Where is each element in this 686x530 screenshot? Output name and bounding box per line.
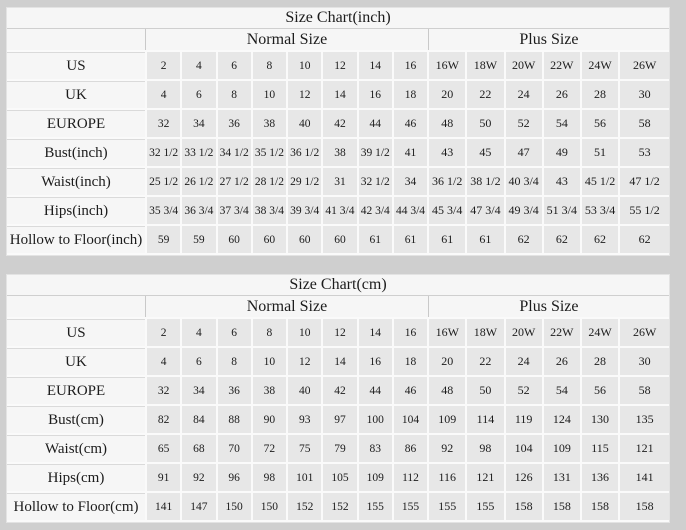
- size-cell: 30: [620, 348, 669, 375]
- row-label: Hollow to Floor(inch): [7, 226, 145, 253]
- size-cell: 158: [544, 493, 580, 520]
- size-cell: 10: [288, 52, 321, 79]
- size-cell: 75: [288, 435, 321, 462]
- size-cell: 60: [253, 226, 286, 253]
- table-title-cm: Size Chart(cm): [7, 275, 669, 296]
- size-cell: 90: [253, 406, 286, 433]
- size-cell: 20: [429, 348, 465, 375]
- size-cell: 93: [288, 406, 321, 433]
- size-cell: 4: [147, 348, 180, 375]
- size-cell: 38: [253, 377, 286, 404]
- size-cell: 8: [253, 52, 286, 79]
- size-cell: 70: [218, 435, 251, 462]
- row-cells: [147, 139, 669, 166]
- size-cell: 61: [429, 226, 465, 253]
- size-cell: 10: [253, 81, 286, 108]
- size-cell: 158: [582, 493, 618, 520]
- table-row: [7, 168, 669, 195]
- size-cell: 43: [429, 139, 465, 166]
- size-cell: 16: [359, 348, 392, 375]
- size-cell: 12: [323, 319, 356, 346]
- size-cell: 32: [147, 110, 180, 137]
- row-label: Hollow to Floor(cm): [7, 493, 145, 520]
- size-cell: 42: [323, 377, 356, 404]
- size-cell: 8: [218, 348, 251, 375]
- row-label: UK: [7, 348, 145, 375]
- size-cell: 36 3/4: [182, 197, 215, 224]
- size-cell: 12: [288, 81, 321, 108]
- row-cells: [147, 348, 669, 375]
- table-row: [7, 52, 669, 79]
- size-cell: 61: [359, 226, 392, 253]
- size-chart-cm-table: [7, 275, 669, 522]
- row-label: Waist(inch): [7, 168, 145, 195]
- size-cell: 92: [182, 464, 215, 491]
- size-cell: 135: [620, 406, 669, 433]
- size-cell: 40: [288, 377, 321, 404]
- size-cell: 32: [147, 377, 180, 404]
- table-body: [7, 52, 669, 253]
- size-cell: 12: [288, 348, 321, 375]
- size-cell: 114: [467, 406, 503, 433]
- size-cell: 121: [467, 464, 503, 491]
- size-cell: 14: [323, 348, 356, 375]
- size-cell: 158: [620, 493, 669, 520]
- size-cell: 34: [182, 110, 215, 137]
- table-row: [7, 110, 669, 137]
- row-label: EUROPE: [7, 110, 145, 137]
- size-cell: 141: [620, 464, 669, 491]
- size-cell: 22W: [544, 52, 580, 79]
- size-cell: 36: [218, 377, 251, 404]
- size-cell: 104: [506, 435, 542, 462]
- size-cell: 6: [218, 319, 251, 346]
- table-row: [7, 348, 669, 375]
- size-cell: 16W: [429, 319, 465, 346]
- size-cell: 8: [218, 81, 251, 108]
- size-cell: 14: [323, 81, 356, 108]
- size-cell: 60: [288, 226, 321, 253]
- size-cell: 45 3/4: [429, 197, 465, 224]
- label-column-spacer: [7, 296, 145, 317]
- size-cell: 32 1/2: [147, 139, 180, 166]
- table-row: [7, 226, 669, 253]
- size-cell: 45 1/2: [582, 168, 618, 195]
- size-cell: 50: [467, 110, 503, 137]
- size-cell: 86: [394, 435, 427, 462]
- row-cells: [147, 226, 669, 253]
- size-cell: 28: [582, 348, 618, 375]
- size-cell: 68: [182, 435, 215, 462]
- size-cell: 83: [359, 435, 392, 462]
- size-cell: 53 3/4: [582, 197, 618, 224]
- size-cell: 42 3/4: [359, 197, 392, 224]
- size-cell: 119: [506, 406, 542, 433]
- size-cell: 38: [253, 110, 286, 137]
- size-cell: 60: [323, 226, 356, 253]
- size-cell: 31: [323, 168, 356, 195]
- size-cell: 44 3/4: [394, 197, 427, 224]
- size-cell: 47 3/4: [467, 197, 503, 224]
- table-row: [7, 319, 669, 346]
- size-cell: 30: [620, 81, 669, 108]
- size-cell: 34 1/2: [218, 139, 251, 166]
- size-cell: 48: [429, 377, 465, 404]
- size-cell: 155: [429, 493, 465, 520]
- size-cell: 50: [467, 377, 503, 404]
- size-cell: 35 3/4: [147, 197, 180, 224]
- size-cell: 26W: [620, 52, 669, 79]
- table-row: [7, 377, 669, 404]
- size-cell: 62: [620, 226, 669, 253]
- size-cell: 51 3/4: [544, 197, 580, 224]
- size-cell: 47: [506, 139, 542, 166]
- size-cell: 46: [394, 110, 427, 137]
- size-cell: 12: [323, 52, 356, 79]
- size-cell: 34: [182, 377, 215, 404]
- size-cell: 141: [147, 493, 180, 520]
- size-cell: 36 1/2: [429, 168, 465, 195]
- size-cell: 28 1/2: [253, 168, 286, 195]
- table-row: [7, 81, 669, 108]
- size-cell: 152: [288, 493, 321, 520]
- size-cell: 54: [544, 377, 580, 404]
- size-cell: 59: [182, 226, 215, 253]
- size-cell: 52: [506, 377, 542, 404]
- size-cell: 43: [544, 168, 580, 195]
- size-cell: 38: [323, 139, 356, 166]
- size-cell: 22: [467, 81, 503, 108]
- size-cell: 16: [394, 319, 427, 346]
- size-cell: 150: [253, 493, 286, 520]
- size-cell: 14: [359, 52, 392, 79]
- size-cell: 41: [394, 139, 427, 166]
- size-cell: 24W: [582, 319, 618, 346]
- row-cells: [147, 81, 669, 108]
- size-cell: 56: [582, 377, 618, 404]
- row-label: US: [7, 52, 145, 79]
- size-cell: 46: [394, 377, 427, 404]
- size-cell: 16W: [429, 52, 465, 79]
- size-cell: 40 3/4: [506, 168, 542, 195]
- row-label: Hips(inch): [7, 197, 145, 224]
- size-cell: 18: [394, 81, 427, 108]
- row-cells: [147, 464, 669, 491]
- size-cell: 16: [394, 52, 427, 79]
- size-cell: 6: [182, 81, 215, 108]
- size-cell: 101: [288, 464, 321, 491]
- size-cell: 4: [182, 52, 215, 79]
- row-cells: [147, 493, 669, 520]
- row-cells: [147, 406, 669, 433]
- size-cell: 155: [359, 493, 392, 520]
- size-chart-inch-table: [7, 8, 669, 255]
- size-cell: 131: [544, 464, 580, 491]
- size-cell: 20W: [506, 319, 542, 346]
- size-cell: 54: [544, 110, 580, 137]
- size-cell: 28: [582, 81, 618, 108]
- size-cell: 109: [429, 406, 465, 433]
- size-cell: 24: [506, 348, 542, 375]
- column-group-header-row: [7, 29, 669, 50]
- size-cell: 38 3/4: [253, 197, 286, 224]
- size-cell: 47 1/2: [620, 168, 669, 195]
- column-group-normal-size: Normal Size: [145, 296, 428, 317]
- size-cell: 61: [394, 226, 427, 253]
- size-cell: 104: [394, 406, 427, 433]
- size-cell: 36: [218, 110, 251, 137]
- size-cell: 92: [429, 435, 465, 462]
- size-cell: 4: [147, 81, 180, 108]
- size-cell: 155: [467, 493, 503, 520]
- size-cell: 22W: [544, 319, 580, 346]
- size-cell: 158: [506, 493, 542, 520]
- size-cell: 52: [506, 110, 542, 137]
- size-cell: 88: [218, 406, 251, 433]
- size-cell: 97: [323, 406, 356, 433]
- size-cell: 105: [323, 464, 356, 491]
- size-cell: 44: [359, 110, 392, 137]
- size-cell: 40: [288, 110, 321, 137]
- label-column-spacer: [7, 29, 145, 50]
- size-cell: 35 1/2: [253, 139, 286, 166]
- row-cells: [147, 377, 669, 404]
- size-cell: 18: [394, 348, 427, 375]
- size-cell: 91: [147, 464, 180, 491]
- size-cell: 29 1/2: [288, 168, 321, 195]
- size-cell: 26 1/2: [182, 168, 215, 195]
- size-cell: 53: [620, 139, 669, 166]
- size-cell: 6: [218, 52, 251, 79]
- size-cell: 44: [359, 377, 392, 404]
- size-cell: 51: [582, 139, 618, 166]
- size-cell: 20: [429, 81, 465, 108]
- size-cell: 136: [582, 464, 618, 491]
- size-cell: 10: [288, 319, 321, 346]
- size-cell: 55 1/2: [620, 197, 669, 224]
- size-cell: 109: [544, 435, 580, 462]
- row-cells: [147, 435, 669, 462]
- size-cell: 126: [506, 464, 542, 491]
- size-cell: 42: [323, 110, 356, 137]
- row-label: Hips(cm): [7, 464, 145, 491]
- size-cell: 62: [544, 226, 580, 253]
- size-cell: 2: [147, 319, 180, 346]
- size-cell: 6: [182, 348, 215, 375]
- size-cell: 124: [544, 406, 580, 433]
- size-cell: 59: [147, 226, 180, 253]
- table-title-inch: Size Chart(inch): [7, 8, 669, 29]
- size-cell: 24: [506, 81, 542, 108]
- size-cell: 39 1/2: [359, 139, 392, 166]
- row-cells: [147, 52, 669, 79]
- size-cell: 79: [323, 435, 356, 462]
- table-row: [7, 406, 669, 433]
- size-cell: 100: [359, 406, 392, 433]
- size-cell: 24W: [582, 52, 618, 79]
- size-cell: 39 3/4: [288, 197, 321, 224]
- size-cell: 8: [253, 319, 286, 346]
- size-cell: 36 1/2: [288, 139, 321, 166]
- table-row: [7, 197, 669, 224]
- row-label: Bust(inch): [7, 139, 145, 166]
- size-cell: 65: [147, 435, 180, 462]
- size-cell: 147: [182, 493, 215, 520]
- column-group-normal-size: Normal Size: [145, 29, 428, 50]
- size-cell: 10: [253, 348, 286, 375]
- size-cell: 61: [467, 226, 503, 253]
- row-cells: [147, 197, 669, 224]
- size-cell: 82: [147, 406, 180, 433]
- column-group-plus-size: Plus Size: [428, 296, 669, 317]
- size-cell: 41 3/4: [323, 197, 356, 224]
- size-cell: 2: [147, 52, 180, 79]
- size-cell: 34: [394, 168, 427, 195]
- size-cell: 32 1/2: [359, 168, 392, 195]
- size-cell: 26: [544, 348, 580, 375]
- size-cell: 155: [394, 493, 427, 520]
- size-cell: 49: [544, 139, 580, 166]
- size-cell: 27 1/2: [218, 168, 251, 195]
- row-label: Bust(cm): [7, 406, 145, 433]
- size-cell: 72: [253, 435, 286, 462]
- size-cell: 16: [359, 81, 392, 108]
- table-body: [7, 319, 669, 520]
- size-cell: 18W: [467, 52, 503, 79]
- size-cell: 48: [429, 110, 465, 137]
- row-label: US: [7, 319, 145, 346]
- size-cell: 98: [467, 435, 503, 462]
- size-cell: 62: [582, 226, 618, 253]
- size-cell: 98: [253, 464, 286, 491]
- row-cells: [147, 168, 669, 195]
- size-cell: 121: [620, 435, 669, 462]
- size-cell: 14: [359, 319, 392, 346]
- size-cell: 38 1/2: [467, 168, 503, 195]
- table-row: [7, 464, 669, 491]
- size-cell: 4: [182, 319, 215, 346]
- table-row: [7, 435, 669, 462]
- size-cell: 45: [467, 139, 503, 166]
- size-cell: 58: [620, 110, 669, 137]
- size-cell: 37 3/4: [218, 197, 251, 224]
- size-cell: 58: [620, 377, 669, 404]
- size-cell: 26W: [620, 319, 669, 346]
- size-cell: 116: [429, 464, 465, 491]
- row-cells: [147, 319, 669, 346]
- row-label: Waist(cm): [7, 435, 145, 462]
- table-row: [7, 493, 669, 520]
- column-group-header-row: [7, 296, 669, 317]
- size-cell: 25 1/2: [147, 168, 180, 195]
- size-cell: 130: [582, 406, 618, 433]
- size-cell: 22: [467, 348, 503, 375]
- size-cell: 60: [218, 226, 251, 253]
- size-cell: 84: [182, 406, 215, 433]
- size-cell: 152: [323, 493, 356, 520]
- size-cell: 112: [394, 464, 427, 491]
- row-label: EUROPE: [7, 377, 145, 404]
- size-cell: 26: [544, 81, 580, 108]
- size-cell: 109: [359, 464, 392, 491]
- size-cell: 20W: [506, 52, 542, 79]
- table-row: [7, 139, 669, 166]
- size-cell: 33 1/2: [182, 139, 215, 166]
- column-group-plus-size: Plus Size: [428, 29, 669, 50]
- size-cell: 115: [582, 435, 618, 462]
- row-cells: [147, 110, 669, 137]
- size-cell: 49 3/4: [506, 197, 542, 224]
- size-cell: 62: [506, 226, 542, 253]
- size-cell: 56: [582, 110, 618, 137]
- size-cell: 18W: [467, 319, 503, 346]
- row-label: UK: [7, 81, 145, 108]
- size-cell: 150: [218, 493, 251, 520]
- size-cell: 96: [218, 464, 251, 491]
